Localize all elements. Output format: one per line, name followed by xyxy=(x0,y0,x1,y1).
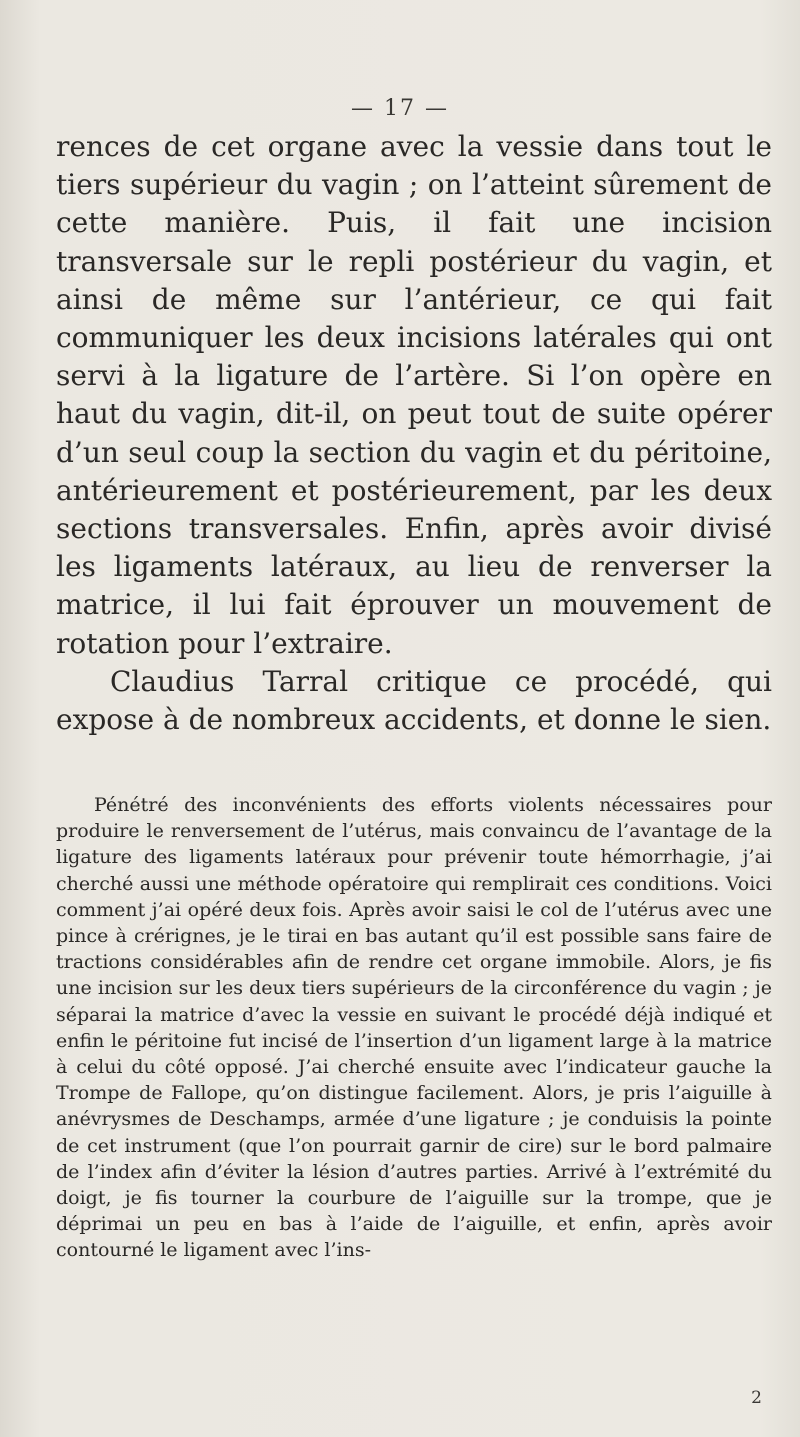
quote-paragraph: Pénétré des inconvénients des efforts violents nécessaires pour produire le renversement de l’utérus, mais convaincu de l’avantage de la ligature des ligaments latéraux pour prévenir toute hémorrhagie, j’ai cherché aussi une méthode opératoire qui remplirait ces conditions. Voici comment j’ai opéré deux fois. Après avoir saisi le col de l’utérus avec une pince à crérignes, je le tirai en bas autant qu’il est possible sans faire de tractions considérables afin de rendre cet organe immobile. Alors, je fis une incision sur les deux tiers supérieurs de la circonférence du vagin ; je séparai la matrice d’avec la vessie en suivant le procédé déjà indiqué et enfin le péritoine fut incisé de l’insertion d’un ligament large à la matrice à celui du côté opposé. J’ai cherché ensuite avec l’indicateur gauche la Trompe de Fallope, qu’on distingue facilement. Alors, je pris l’aiguille à anévrysmes de Deschamps, armée d’une ligature ; je conduisis la pointe de cet instrument (que l’on pourrait garnir de cire) sur le bord palmaire de l’index afin d’éviter la lésion d’autres parties. Arrivé à l’extrémité du doigt, je fis tourner la courbure de l’aiguille sur la trompe, que je déprimai un peu en bas à l’aide de l’aiguille, et enfin, après avoir contourné le ligament avec l’ins- xyxy=(56,794,772,1262)
quoted-passage xyxy=(56,792,772,1264)
page-number: — 17 — xyxy=(351,96,449,121)
main-text xyxy=(56,128,772,739)
signature-mark: 2 xyxy=(751,1388,762,1408)
paragraph-1: rences de cet organe avec la vessie dans tout le tiers supérieur du vagin ; on l’atteint sûrement de cette manière. Puis, il fait une incision transversale sur le repli postérieur du vagin, et ainsi de même sur l’antérieur, ce qui fait communiquer les deux incisions latérales qui ont servi à la ligature de l’artère. Si l’on opère en haut du vagin, dit-il, on peut tout de suite opérer d’un seul coup la section du vagin et du péritoine, antérieurement et postérieurement, par les deux sections transversales. Enfin, après avoir divisé les ligaments latéraux, au lieu de renverser la matrice, il lui fait éprouver un mouvement de rotation pour l’extraire. xyxy=(56,130,772,660)
paragraph-2: Claudius Tarral critique ce procédé, qui expose à de nombreux accidents, et donne le sien. xyxy=(56,664,772,737)
